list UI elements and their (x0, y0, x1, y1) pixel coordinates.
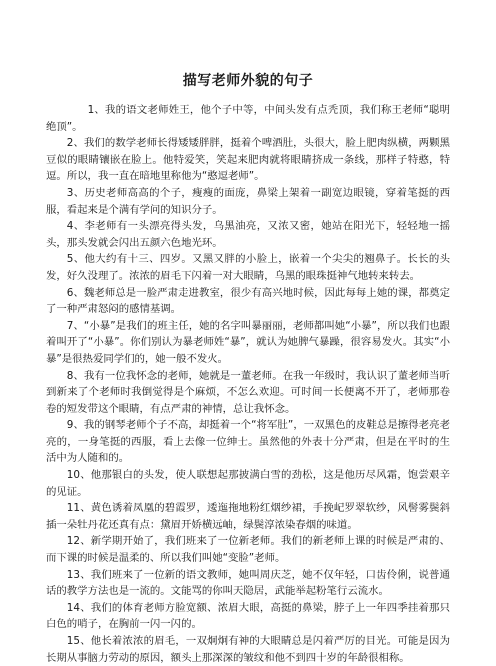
paragraph-8: 8、我有一位我怀念的老师，她就是一董老师。在我一年级时，我认识了董老师当听到新来了个老师时我倒觉得是个麻烦，不怎么欢迎。可时间一长便离不开了，老师那卷卷的短发带这个眼睛，有点严肃的神情，总让我怀念。 (46, 369, 450, 415)
paragraph-7: 7、“小暴”是我们的班主任，她的名字叫暴丽丽，老师都叫她“小暴”，所以我们也跟着叫开了“小暴”。你们别认为暴老师姓“暴”，就认为她脾气暴躁，很容易发火。其实“小暴”是很热爱同学们的，她一般不发火。 (46, 319, 450, 365)
paragraph-6: 6、魏老师总是一脸严肃走进教室，很少有高兴地时候，因此每每上她的课，都奠定了一种严肃怒闷的感情基调。 (46, 286, 450, 316)
paragraph-1: 1、我的语文老师姓王，他个子中等，中间头发有点秃顶，我们称王老师“聪明绝顶”。 (46, 104, 450, 133)
paragraph-3: 3、历史老师高高的个子，瘦瘦的面庞，鼻梁上架着一副宽边眼镜，穿着笔挺的西服，看起来是个满有学问的知识分子。 (46, 186, 450, 216)
document-title: 描写老师外貌的句子 (182, 73, 314, 89)
paragraph-12: 12、新学期开始了，我们班来了一位新老师。我们的新老师上课的时候是严肃的、而下课的时候是温柔的、所以我们叫她“变脸”老师。 (46, 535, 450, 565)
paragraph-13: 13、我们班来了一位新的语文教师，她叫周庆芝，她不仅年轻，口齿伶俐，说普通话的教学方法也是一流的。文能骂的你叫天隐居，武能举起粉笔行云流水。 (46, 568, 450, 598)
paragraph-10: 10、他那银白的头发，使人联想起那披满白雪的劲松，这是他历尽风霜，饱尝艰辛的见证。 (46, 469, 450, 498)
paragraph-5: 5、他大约有十三、四岁。又黑又胖的小脸上，嵌着一个尖尖的翘鼻子。长长的头发，好久没理了。浓浓的眉毛下闪着一对大眼睛，乌黑的眼珠挺神气地转来转去。 (46, 253, 450, 282)
paragraph-2: 2、我们的数学老师长得矮矮胖胖，挺着个啤酒肚，头很大，脸上肥肉纵横，两颗黑豆似的眼睛镶嵌在脸上。他特爱笑，笑起来肥肉就将眼睛挤成一条线，那样子特憨，特逗。所以，我一直在暗地里称他为“憨逗老师”。 (46, 137, 450, 183)
paragraph-15: 15、他长着浓浓的眉毛，一双炯炯有神的大眼睛总是闪着严厉的目光。可能是因为长期从事脑力劳动的原因，额头上那深深的皱纹和他不到四十岁的年龄很相称。 (46, 635, 450, 664)
paragraph-4: 4、李老师有一头漂亮得头发，乌黑油亮，又浓又密，她站在阳光下，轻轻地一摇头，那头发就会闪出五颜六色地光环。 (46, 220, 450, 249)
paragraph-9: 9、我的钢琴老师个子不高，却挺着一个“将军肚”，一双黑色的皮鞋总是擦得老亮老亮的，一身笔挺的西服，看上去像一位绅士。虽然他的外表十分严肃，但是在平时的生活中为人随和的。 (46, 419, 450, 465)
paragraph-11: 11、黄色诱着凤凰的碧霞罗，逶迤拖地粉红烟纱裙，手挽屺罗翠软纱，风髻雾鬓斜插一朵牡丹花还真有点：黛眉开娇横远岫，绿鬓淳浓染春烟的味道。 (46, 502, 450, 531)
document-body (46, 102, 450, 666)
paragraph-14: 14、我们的体育老师方脸宽额、浓眉大眼，高挺的鼻梁，脖子上一年四季挂着那只白色的哨子，在胸前一闪一闪的。 (46, 601, 450, 631)
